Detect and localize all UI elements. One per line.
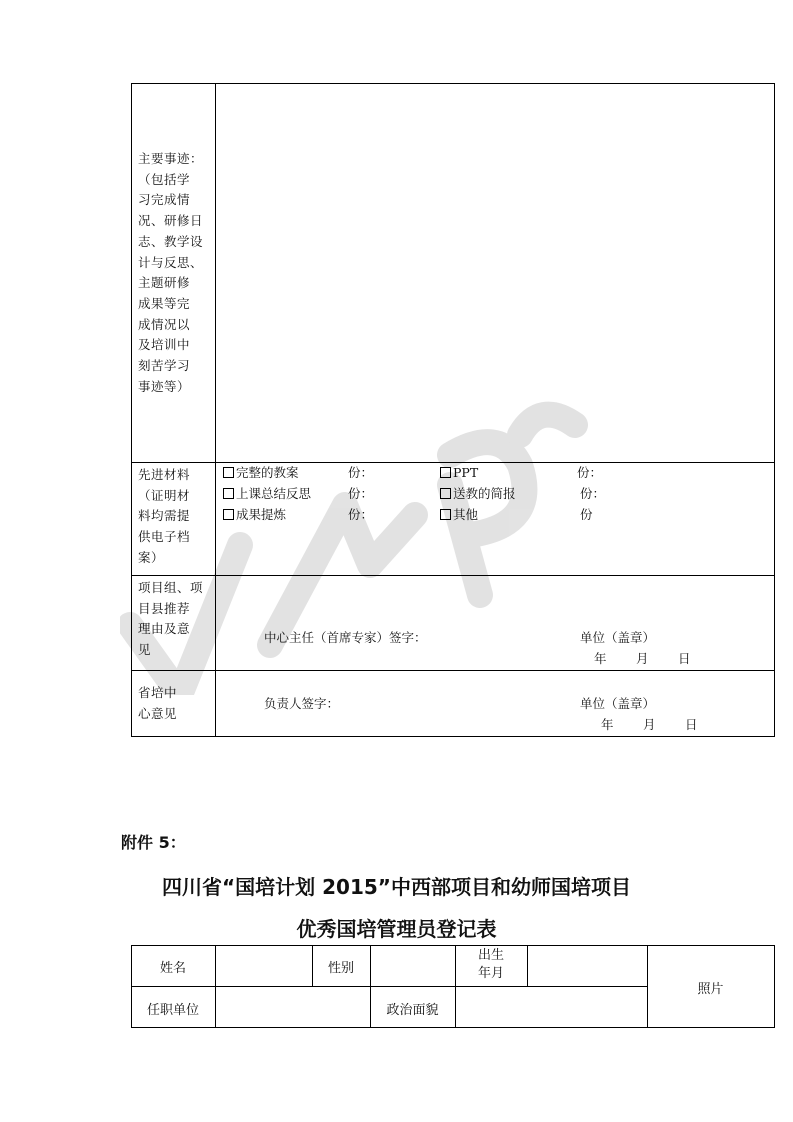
material-item-reflection[interactable]: 上课总结反思	[223, 484, 311, 505]
checkbox[interactable]	[440, 509, 451, 520]
date-day: 日	[678, 651, 691, 666]
date-year: 年	[601, 717, 614, 732]
work-unit-label: 任职单位	[146, 1003, 199, 1018]
name-label: 姓名	[159, 961, 186, 976]
date-month: 月	[636, 651, 649, 666]
birth-label: 出生 年月	[477, 948, 504, 981]
director-signature-label: 中心主任（首席专家）签字：	[264, 630, 427, 645]
political-status-field[interactable]	[456, 987, 647, 1027]
unit-stamp-label: 单位（盖章）	[580, 630, 656, 645]
name-field[interactable]	[216, 946, 312, 986]
date-day: 日	[685, 717, 698, 732]
material-item-ppt[interactable]: PPT	[440, 463, 478, 484]
material-unit: 份：	[348, 486, 374, 501]
material-unit: 份	[580, 507, 593, 522]
gender-field[interactable]	[371, 946, 455, 986]
provincial-opinion-label: 省培中 心意见	[138, 685, 178, 721]
materials-label: 先进材料 （证明材 料均需提 供电子档 案）	[138, 467, 191, 565]
project-opinion-label: 项目组、项 目县推荐 理由及意 见	[138, 580, 204, 658]
date-year: 年	[594, 651, 607, 666]
checkbox[interactable]	[440, 488, 451, 499]
unit-stamp-label: 单位（盖章）	[580, 696, 656, 711]
material-item-lesson-plan[interactable]: 完整的教案	[223, 463, 299, 484]
main-deeds-label: 主要事迹： （包括学 习完成情 况、研修日 志、教学设 计与反思、 主题研修 成果等完 成情况以 及培训中 刻苦学习 事迹等）	[138, 151, 204, 394]
checkbox[interactable]	[440, 467, 451, 478]
material-item-results[interactable]: 成果提炼	[223, 505, 286, 526]
responsible-signature-label: 负责人签字：	[264, 696, 340, 711]
attachment-label: 附件 5：	[121, 833, 186, 852]
birth-field[interactable]	[528, 946, 647, 986]
checkbox[interactable]	[223, 488, 234, 499]
material-unit: 份：	[577, 465, 603, 480]
gender-label: 性别	[327, 961, 354, 976]
material-unit: 份：	[348, 507, 374, 522]
checkbox[interactable]	[223, 467, 234, 478]
material-unit: 份：	[580, 486, 606, 501]
checkbox[interactable]	[223, 509, 234, 520]
date-month: 月	[643, 717, 656, 732]
material-item-briefing[interactable]: 送教的简报	[440, 484, 516, 505]
page-title: 四川省“国培计划 2015”中西部项目和幼师国培项目	[162, 875, 631, 899]
main-deeds-input-area[interactable]	[216, 84, 774, 462]
work-unit-field[interactable]	[216, 987, 370, 1027]
material-item-other[interactable]: 其他	[440, 505, 478, 526]
page-subtitle: 优秀国培管理员登记表	[296, 917, 497, 941]
photo-label: 照片	[697, 982, 724, 997]
material-unit: 份：	[348, 465, 374, 480]
political-status-label: 政治面貌	[386, 1003, 439, 1018]
